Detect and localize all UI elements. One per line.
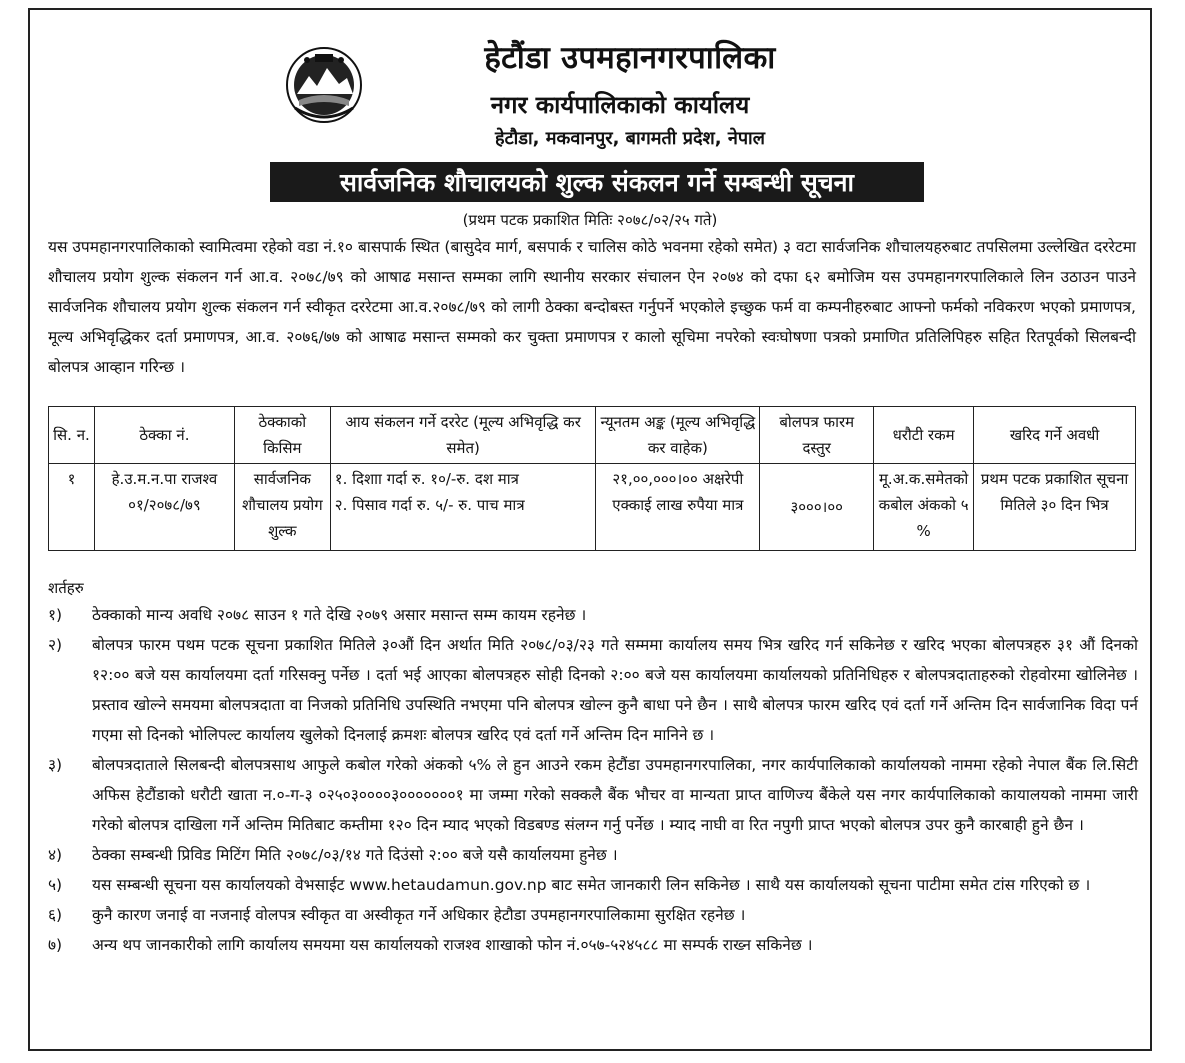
list-item [48,840,1138,870]
conditions-list [48,600,1138,960]
header-form-fee: बोलपत्र फारम दस्तुर [760,407,874,464]
header-deposit: धरौटी रकम [874,407,974,464]
office-subtitle: नगर कार्यपालिकाको कार्यालय [490,91,750,119]
list-item [48,870,1138,900]
condition-number: ३) [48,756,63,774]
header-rate: आय संकलन गर्ने दररेट (मूल्य अभिवृद्धि कर समेत) [330,407,596,464]
condition-text: कुनै कारण जनाई वा नजनाई वोलपत्र स्वीकृत वा अस्वीकृत गर्ने अधिकार हेटौडा उपमहानगरपालिकामा सुरक्षित रहनेछ । [92,906,746,924]
header-type: ठेक्काको किसिम [234,407,330,464]
list-item [48,750,1138,840]
office-address: हेटौडा, मकवानपुर, बागमती प्रदेश, नेपाल [495,128,765,149]
condition-text: ठेक्का सम्बन्धी प्रिविड मिटिंग मिति २०७८/०३/१४ गते दिउंसो २:०० बजे यसै कार्यालयमा हुनेछ । [92,846,618,864]
list-item [48,900,1138,930]
notice-title: सार्वजनिक शौचालयको शुल्क संकलन गर्ने सम्बन्धी सूचना [270,162,924,202]
table-row [49,464,1136,551]
cell-form-fee: ३०००।०० [760,464,874,551]
condition-text: यस सम्बन्धी सूचना यस कार्यालयको वेभसाईट www.hetaudamun.gov.np बाट समेत जानकारी लिन सकिनेछ । साथै यस कार्यालयको सूचना पाटीमा समेत टांस गरिएको छ । [92,876,1091,894]
header-contract-no: ठेक्का नं. [94,407,234,464]
published-date: (प्रथम पटक प्रकाशित मितिः २०७८/०२/२५ गते) [462,211,718,229]
condition-number: ५) [48,876,63,894]
cell-contract-no: हे.उ.म.न.पा राजश्व ०१/२०७८/७९ [94,464,234,551]
header-min-amount: न्यूनतम अङ्क (मूल्य अभिवृद्धि कर वाहेक) [596,407,760,464]
list-item [48,930,1138,960]
notice-document [28,8,1152,1051]
header [30,10,1150,150]
list-item [48,630,1138,750]
cell-sn: १ [49,464,95,551]
rates-table [48,406,1136,551]
cell-min-amount: २१,००,०००।०० अक्षरेपी एक्काई लाख रुपैया मात्र [596,464,760,551]
condition-text: बोलपत्रदाताले सिलबन्दी बोलपत्रसाथ आफुले कबोल गरेको अंकको ५% ले हुन आउने रकम हेटौंडा उपमहानगरपालिका, नगर कार्यपालिकाको कार्यालयको नाममा रहेको नेपाल बैंक लि.सिटी अफिस हेटौंडाको धरौटी खाता न.०-ग-३ ०२५०३००००३०००००००१ मा जम्मा गरेको सक्कलै बैंक भौचर वा मान्यता प्राप्त वाणिज्य बैंकेले यस नगर कार्यपालिकाको कायालयको नाममा जारी गरेको बोलपत्र दाखिला गर्ने अन्तिम मितिबाट कम्तीमा १२० दिन म्याद भएको विडबण्ड संलग्न गर्नु पर्नेछ । म्याद नाघी वा रित नपुगी प्राप्त भएको बोलपत्र उपर कुनै कारबाही हुने छैन । [92,756,1138,834]
condition-number: १) [48,606,63,624]
rate-line-1: १. दिशाा गर्दा रु. १०/-रु. दश मात्र [334,470,519,488]
condition-number: ४) [48,846,63,864]
condition-number: २) [48,636,63,654]
table-header-row [49,407,1136,464]
list-item [48,600,1138,630]
office-title: हेटौंडा उपमहानगरपालिका [484,40,776,76]
condition-number: ६) [48,906,63,924]
condition-text: बोलपत्र फारम पथम पटक सूचना प्रकाशित मितिले ३०औं दिन अर्थात मिति २०७८/०३/२३ गते सम्ममा कार्यालय समय भित्र खरिद गर्न सकिनेछ र खरिद भएका बोलपत्रहरु ३१ औं दिनको १२:०० बजे यस कार्यालयमा दर्ता गरिसक्नु पर्नेछ । दर्ता भई आएका बोलपत्रहरु सोही दिनको २:०० बजे यस कार्यालयमा कार्यालयको प्रतिनिधिहरु र बोलपत्रदाताहरुको रोहवोरमा खोलिनेछ । प्रस्ताव खोल्ने समयमा बोलपत्रदाता वा निजको प्रतिनिधि उपस्थिति नभएमा पनि बोलपत्र खोल्न कुनै बाधा पने छैन । साथै बोलपत्र फारम खरिद एवं दर्ता गर्ने अन्तिम दिन सार्वजानिक विदा पर्न गएमा सो दिनको भोलिपल्ट कार्यालय खुलेको दिनलाई क्रमशः बोलपत्र खरिद एवं दर्ता गर्ने अन्तिम दिन मानिने छ । [92,636,1138,744]
conditions-heading: शर्तहरु [48,579,84,597]
rate-line-2: २. पिसाव गर्दा रु. ५/- रु. पाच मात्र [334,496,525,514]
header-period: खरिद गर्ने अवधी [974,407,1136,464]
header-sn: सि. न. [49,407,95,464]
cell-type: सार्वजनिक शौचालय प्रयोग शुल्क [234,464,330,551]
cell-deposit: मू.अ.क.समेतको कबोल अंकको ५ % [874,464,974,551]
condition-text: अन्य थप जानकारीको लागि कार्यालय समयमा यस कार्यालयको राजश्व शाखाको फोन नं.०५७-५२४५८८ मा सम्पर्क राख्न सकिनेछ । [92,936,813,954]
cell-rate [330,464,596,551]
intro-paragraph: यस उपमहानगरपालिकाको स्वामित्वमा रहेको वडा नं.१० बासपार्क स्थित (बासुदेव मार्ग, बसपार्क र चालिस कोठे भवनमा रहेको समेत) ३ वटा सार्वजनिक शौचालयहरुबाट तपसिलमा उल्लेखित दररेटमा शौचालय प्रयोग शुल्क संकलन गर्न आ.व. २०७८/७९ को आषाढ मसान्त सम्मका लागि स्थानीय सरकार संचालन ऐन २०७४ को दफा ६२ बमोजिम यस उपमहानगरपालिकाले लिन उठाउन पाउने सार्वजनिक शौचालय प्रयोग शुल्क संकलन गर्न स्वीकृत दररेटमा आ.व.२०७८/७९ को लागी ठेक्का बन्दोबस्त गर्नुपर्ने भएकोले इच्छुक फर्म वा कम्पनीहरुबाट आफ्नो फर्मको नविकरण भएको प्रमाणपत्र, मूल्य अभिवृद्धिकर दर्ता प्रमाणपत्र, आ.व. २०७६/७७ को आषाढ मसान्त सम्मको कर चुक्ता प्रमाणपत्र र कालो सूचिमा नपरेको स्वःघोषणा पत्रको प्रमाणित प्रतिलिपिहरु सहित रितपूर्वको सिलबन्दी बोलपत्र आव्हान गरिन्छ । [48,238,1136,376]
cell-period: प्रथम पटक प्रकाशित सूचना मितिले ३० दिन भित्र [974,464,1136,551]
condition-number: ७) [48,936,63,954]
condition-text: ठेक्काको मान्य अवधि २०७८ साउन १ गते देखि २०७९ असार मसान्त सम्म कायम रहनेछ । [92,606,587,624]
